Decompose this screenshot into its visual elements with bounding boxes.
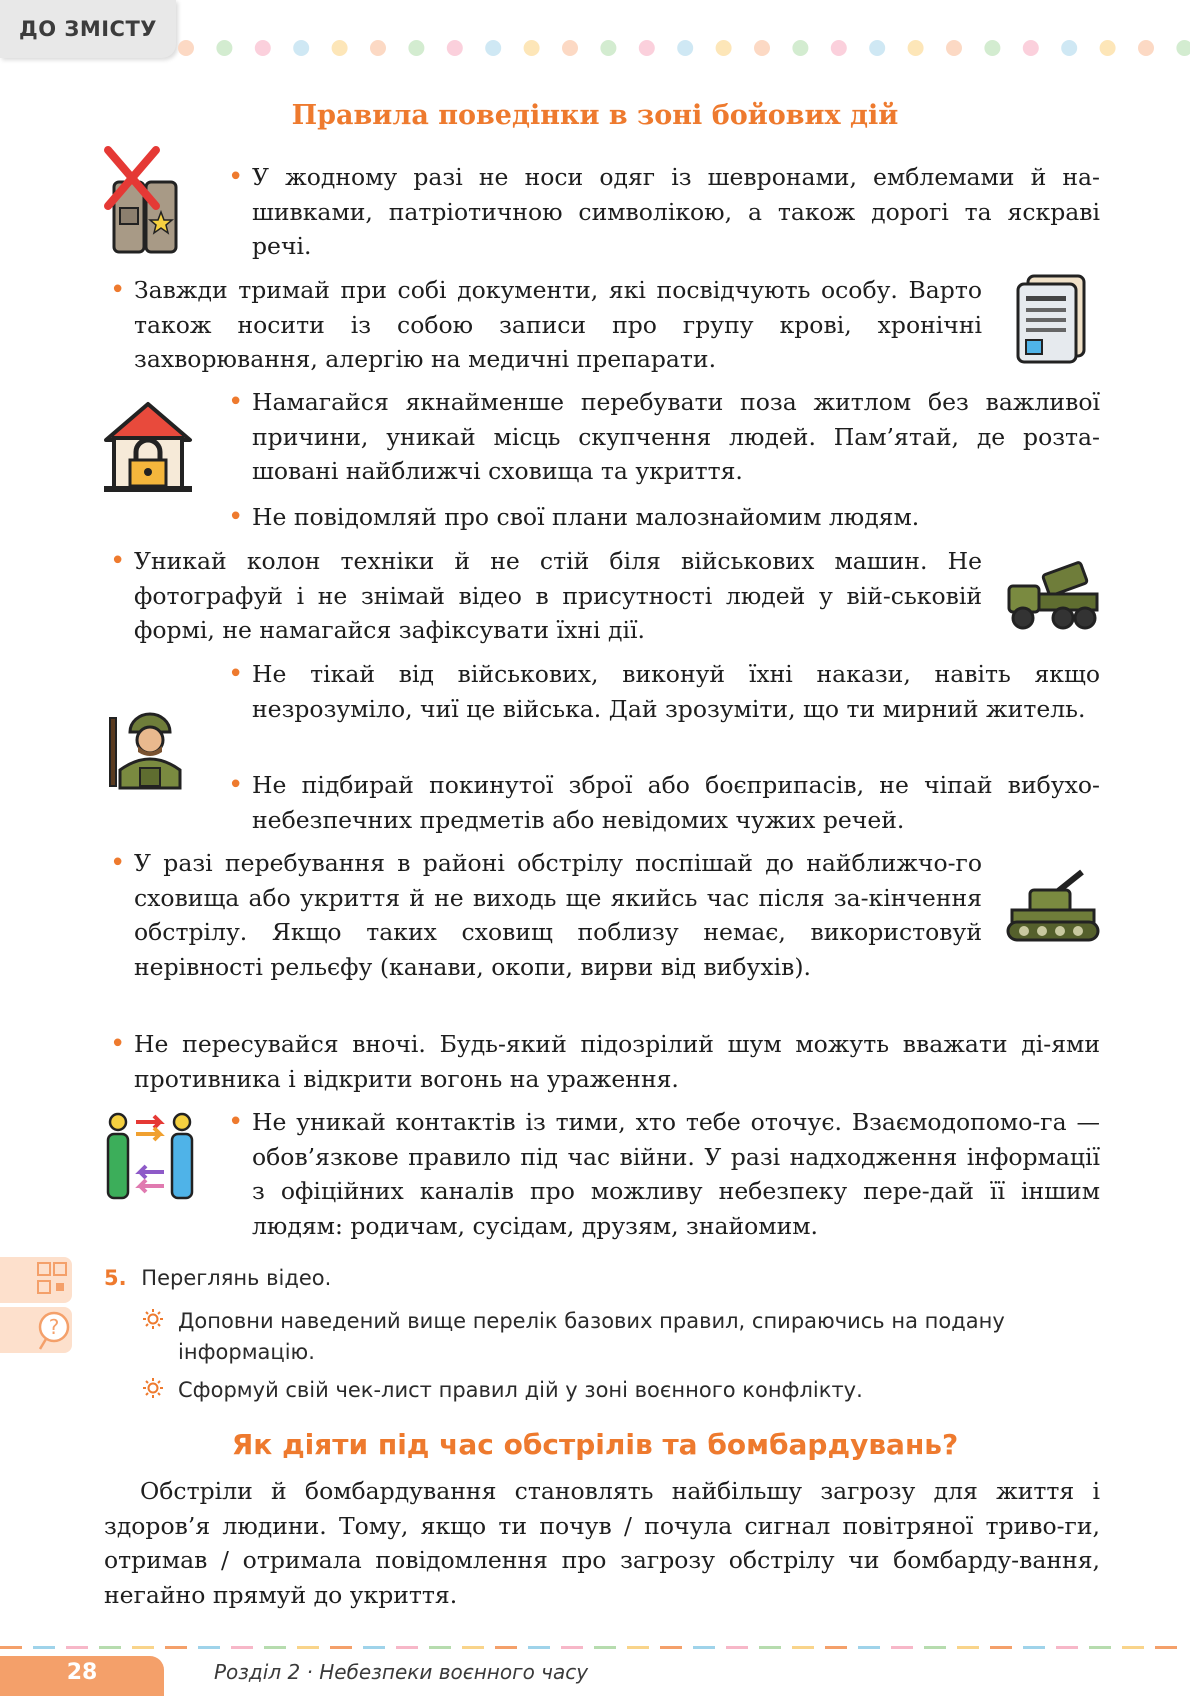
footer-dash <box>33 1646 55 1649</box>
decorative-dot <box>562 40 578 56</box>
footer-dash <box>495 1646 517 1649</box>
section-title-rules: Правила поведінки в зоні бойових дій <box>291 100 899 131</box>
decorative-dot <box>255 40 271 56</box>
footer-dash <box>462 1646 484 1649</box>
decorative-dot <box>216 40 232 56</box>
decorative-dot <box>485 40 501 56</box>
decorative-dot <box>524 40 540 56</box>
sun-bullet-icon <box>142 1377 164 1399</box>
question-button[interactable] <box>0 1307 72 1353</box>
vest-crossed-icon <box>100 142 190 258</box>
footer-dash <box>726 1646 748 1649</box>
footer-dash <box>693 1646 715 1649</box>
footer-dash <box>132 1646 154 1649</box>
decorative-dot <box>831 40 847 56</box>
decorative-dot <box>1176 40 1190 56</box>
footer-dash <box>363 1646 385 1649</box>
decorative-dot <box>293 40 309 56</box>
task-subitem: Сформуй свій чек-лист правил дій у зоні воєнного конфлікту. <box>178 1375 1100 1406</box>
decorative-dot <box>1100 40 1116 56</box>
footer-dash <box>1089 1646 1111 1649</box>
footer-dash <box>825 1646 847 1649</box>
task-5 <box>104 1266 1104 1290</box>
footer-dash <box>528 1646 550 1649</box>
decorative-dots <box>178 38 1190 58</box>
footer-dash <box>627 1646 649 1649</box>
decorative-dot <box>1023 40 1039 56</box>
footer-dash <box>957 1646 979 1649</box>
footer-dash <box>792 1646 814 1649</box>
rule-item: • Не уникай контактів із тими, хто тебе оточує. Взаємодопомо-га — обов’язкове правило під час війни. У разі надходження інформації з офіційних каналів про можливу небезпеку пере-дай її іншим людям: родичам, сусідам, друзям, знайомим. <box>228 1107 1100 1240</box>
soldier-icon <box>104 700 194 790</box>
decorative-dot <box>946 40 962 56</box>
footer-dash <box>264 1646 286 1649</box>
qr-code-icon <box>0 1257 72 1303</box>
tank-icon <box>1006 866 1100 944</box>
section-title-shelling: Як діяти під час обстрілів та бомбардувань? <box>231 1428 959 1461</box>
footer-dash <box>231 1646 253 1649</box>
decorative-dot <box>677 40 693 56</box>
task-number: 5. <box>104 1266 127 1290</box>
footer-dash <box>660 1646 682 1649</box>
body-paragraph: Обстріли й бомбардування становлять найбільшу загрозу для життя і здоров’я людини. Тому, якщо ти почув / почула сигнал повітряної триво-ги, отримав / отримала повідомлення про загрозу обстрілу чи бомбарду-вання, негайно прямуй до укриття. <box>104 1477 1100 1609</box>
footer-dash <box>0 1646 22 1649</box>
footer-dash <box>1122 1646 1144 1649</box>
footer-dashes <box>0 1645 1190 1651</box>
rule-item: • Не підбирай покинутої зброї або боєприпасів, не чіпай вибухо-небезпечних предметів або невідомих чужих речей. <box>228 770 1100 834</box>
footer-dash <box>198 1646 220 1649</box>
decorative-dot <box>332 40 348 56</box>
footer-dash <box>561 1646 583 1649</box>
footer-dash <box>297 1646 319 1649</box>
footer-dash <box>66 1646 88 1649</box>
rule-item: • У жодному разі не носи одяг із шевронами, емблемами й на-шивками, патріотичною символікою, а також дорогі та яскраві речі. <box>228 162 1100 260</box>
people-exchange-icon <box>104 1110 196 1202</box>
rule-item: • Уникай колон техніки й не стій біля військових машин. Не фотографуй і не знімай відео в присутності людей у вій-ськовій формі, не намагайся зафіксувати їхні дії. <box>110 546 982 644</box>
page-number: 28 <box>0 1656 164 1696</box>
footer-dash <box>594 1646 616 1649</box>
chapter-label: Розділ 2 · Небезпеки воєнного часу <box>214 1660 589 1684</box>
military-truck-icon <box>1005 560 1101 632</box>
toc-button[interactable]: ДО ЗМІСТУ <box>0 0 176 58</box>
decorative-dot <box>178 40 194 56</box>
footer-dash <box>858 1646 880 1649</box>
decorative-dot <box>716 40 732 56</box>
rule-item: • Намагайся якнайменше перебувати поза житлом без важливої причини, уникай місць скупчення людей. Пам’ятай, де розта-шовані найближчі сховища та укриття. <box>228 387 1100 485</box>
rule-item: • Не тікай від військових, виконуй їхні накази, навіть якщо незрозуміло, чиї це війська. Дай зрозуміти, що ти мирний житель. <box>228 659 1100 723</box>
decorative-dot <box>984 40 1000 56</box>
footer-dash <box>1155 1646 1177 1649</box>
decorative-dot <box>754 40 770 56</box>
rule-item: • Завжди тримай при собі документи, які посвідчують особу. Варто також носити із собою записи про групу крові, хронічні захворювання, алергію на медичні препарати. <box>110 275 982 373</box>
rule-item: • Не повідомляй про свої плани малознайомим людям. <box>228 502 920 532</box>
qr-code-button[interactable] <box>0 1257 72 1303</box>
footer-dash <box>990 1646 1012 1649</box>
decorative-dot <box>370 40 386 56</box>
decorative-dot <box>600 40 616 56</box>
task-subitem: Доповни наведений вище перелік базових правил, спираючись на подану інформацію. <box>178 1306 1100 1368</box>
footer-dash <box>99 1646 121 1649</box>
rule-item: • У разі перебування в районі обстрілу поспішай до найближчо-го сховища або укриття й не виходь ще якийсь час після за-кінчення обстрілу. Якщо таких сховищ поблизу немає, використовуй нерівності рельєфу (канави, окопи, вирви від вибухів). <box>110 848 982 981</box>
decorative-dot <box>1138 40 1154 56</box>
decorative-dot <box>908 40 924 56</box>
decorative-dot <box>447 40 463 56</box>
footer-dash <box>924 1646 946 1649</box>
footer-dash <box>429 1646 451 1649</box>
svg-text:?: ? <box>48 1315 60 1339</box>
footer-dash <box>165 1646 187 1649</box>
footer-dash <box>396 1646 418 1649</box>
decorative-dot <box>792 40 808 56</box>
footer-dash <box>759 1646 781 1649</box>
decorative-dot <box>408 40 424 56</box>
decorative-dot <box>639 40 655 56</box>
sun-bullet-icon <box>142 1308 164 1330</box>
decorative-dot <box>869 40 885 56</box>
rule-item: • Не пересувайся вночі. Будь-який підозрілий шум можуть вважати ді-ями противника і відкрити вогонь на ураження. <box>110 1029 1100 1093</box>
task-title: Переглянь відео. <box>141 1266 332 1290</box>
footer-dash <box>330 1646 352 1649</box>
document-icon <box>1014 272 1090 366</box>
decorative-dot <box>1061 40 1077 56</box>
footer-dash <box>891 1646 913 1649</box>
question-icon <box>0 1307 72 1353</box>
house-lock-icon <box>102 400 194 494</box>
footer-dash <box>1023 1646 1045 1649</box>
footer-dash <box>1056 1646 1078 1649</box>
